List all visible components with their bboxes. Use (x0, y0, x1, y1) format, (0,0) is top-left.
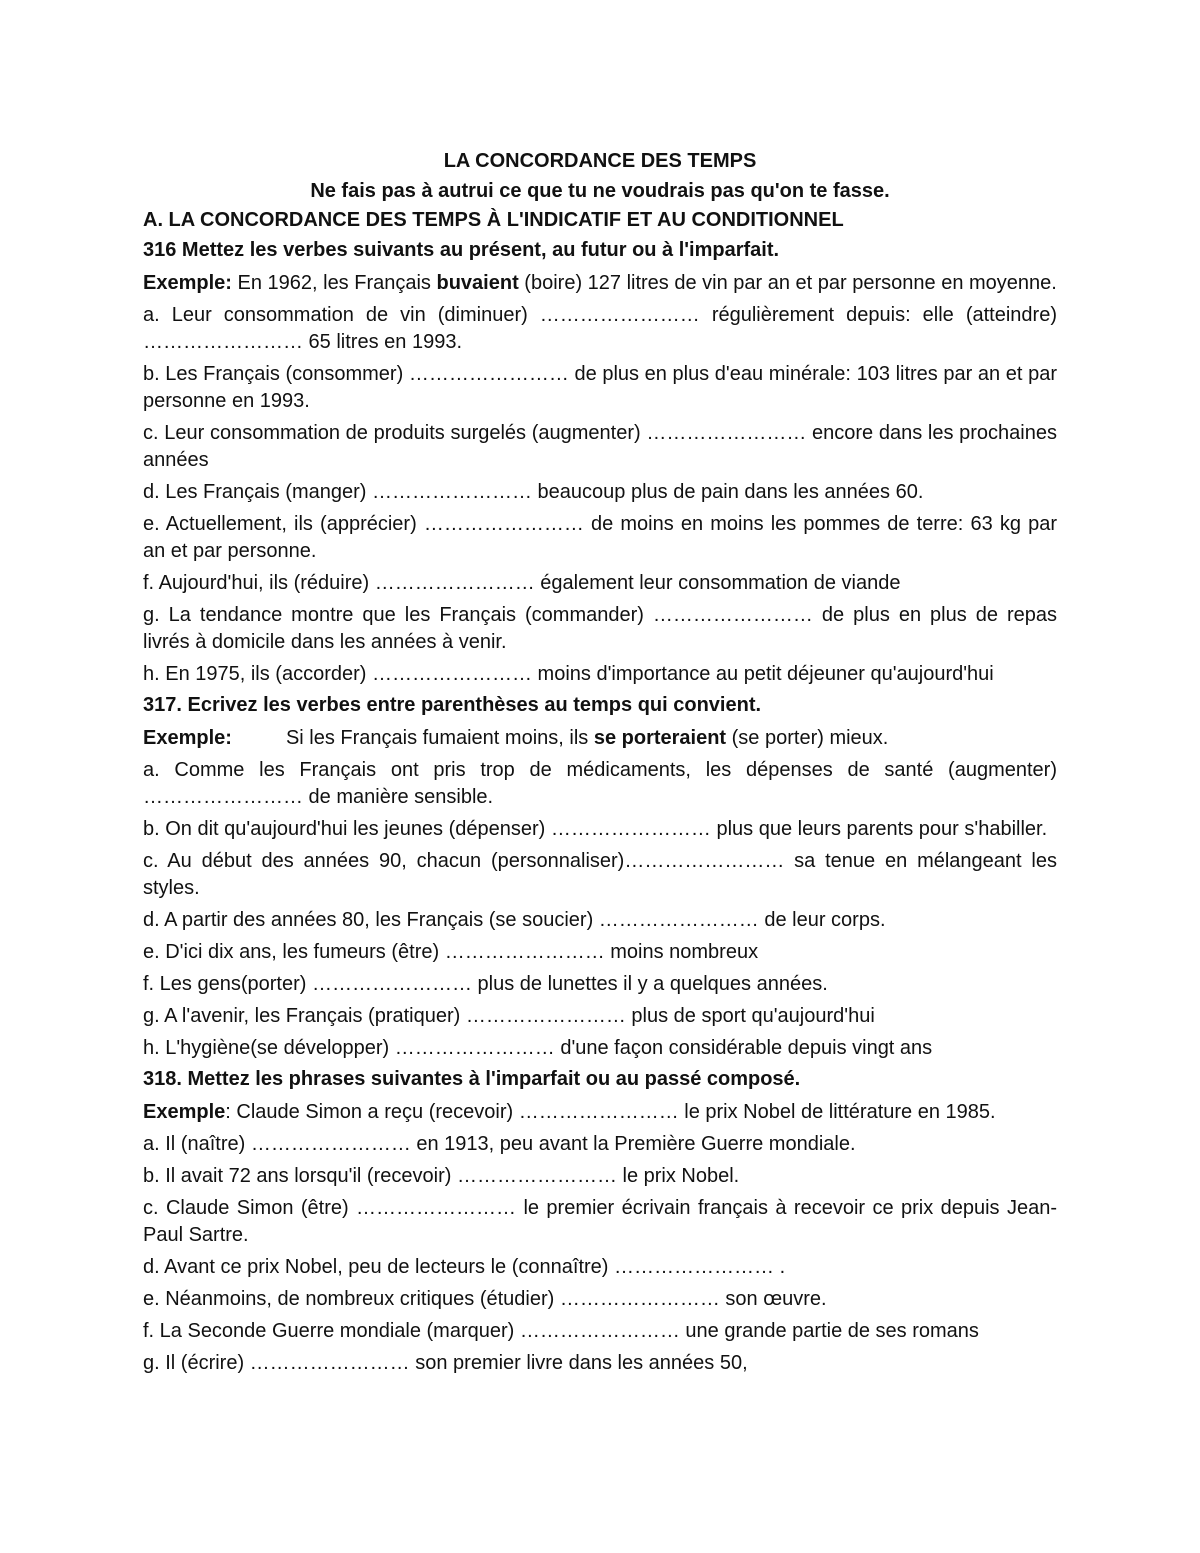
exercise-317-title: 317. Ecrivez les verbes entre parenthèses au temps qui convient. (143, 694, 762, 716)
exercise-316 (143, 238, 1057, 688)
exercise-318-item-b: b. Il avait 72 ans lorsqu'il (recevoir) …………………… le prix Nobel. (143, 1165, 740, 1187)
exercise-318-item-d: d. Avant ce prix Nobel, peu de lecteurs le (connaître) …………………… . (143, 1256, 786, 1278)
exercise-317-item-h: h. L'hygiène(se développer) …………………… d'une façon considérable depuis vingt ans (143, 1037, 933, 1059)
example-text-post: (boire) 127 litres de vin par an et par personne en moyenne. (518, 272, 1057, 294)
exercise-318-item-c: c. Claude Simon (être) …………………… le premier écrivain français à recevoir ce prix depuis Jean-Paul Sartre. (143, 1197, 1057, 1246)
exercise-317-item-a: a. Comme les Français ont pris trop de médicaments, les dépenses de santé (augmenter) …………………… de manière sensible. (143, 759, 1057, 808)
example-text-pre: Si les Français fumaient moins, ils (285, 727, 594, 749)
exercise-317-item-e: e. D'ici dix ans, les fumeurs (être) …………………… moins nombreux (143, 941, 759, 963)
page-title: LA CONCORDANCE DES TEMPS (443, 150, 757, 172)
exercise-316-item-c: c. Leur consommation de produits surgelés (augmenter) …………………… encore dans les prochaines années (143, 422, 1057, 471)
example-label: Exemple (143, 1101, 226, 1123)
exercise-318 (143, 1067, 1057, 1377)
exercise-316-item-d: d. Les Français (manger) …………………… beaucoup plus de pain dans les années 60. (143, 481, 924, 503)
exercise-317-example (143, 725, 1057, 752)
document-content (143, 149, 1057, 1382)
exercise-317-item-d: d. A partir des années 80, les Français (se soucier) …………………… de leur corps. (143, 909, 886, 931)
exercise-318-item-a: a. Il (naître) …………………… en 1913, peu avant la Première Guerre mondiale. (143, 1133, 856, 1155)
exercise-318-example (143, 1099, 1057, 1126)
exercise-316-item-f: f. Aujourd'hui, ils (réduire) …………………… également leur consommation de viande (143, 572, 901, 594)
exercise-317 (143, 693, 1057, 1062)
exercise-316-item-a: a. Leur consommation de vin (diminuer) …………………… régulièrement depuis: elle (atteindre) …………………… 65 litres en 1993. (143, 304, 1057, 353)
exercise-316-example (143, 270, 1057, 297)
exercise-318-item-g: g. Il (écrire) …………………… son premier livre dans les années 50, (143, 1352, 748, 1374)
exercise-317-item-b: b. On dit qu'aujourd'hui les jeunes (dépenser) …………………… plus que leurs parents pour s'habiller. (143, 818, 1048, 840)
exercise-317-item-f: f. Les gens(porter) …………………… plus de lunettes il y a quelques années. (143, 973, 828, 995)
exercise-318-title: 318. Mettez les phrases suivantes à l'imparfait ou au passé composé. (143, 1068, 801, 1090)
example-label: Exemple: (143, 272, 232, 294)
exercise-316-title: 316 Mettez les verbes suivants au présent, au futur ou à l'imparfait. (143, 239, 780, 261)
section-a-heading: A. LA CONCORDANCE DES TEMPS À L'INDICATIF ET AU CONDITIONNEL (143, 209, 844, 231)
example-label: Exemple: (143, 727, 232, 749)
exercise-316-item-g: g. La tendance montre que les Français (commander) …………………… de plus en plus de repas livrés à domicile dans les années à venir. (143, 604, 1057, 653)
example-answer: buvaient (436, 272, 519, 294)
exercise-316-item-h: h. En 1975, ils (accorder) …………………… moins d'importance au petit déjeuner qu'aujourd'hui (143, 663, 994, 685)
example-text: : Claude Simon a reçu (recevoir) …………………… le prix Nobel de littérature en 1985. (225, 1101, 996, 1123)
exercise-318-item-e: e. Néanmoins, de nombreux critiques (étudier) …………………… son œuvre. (143, 1288, 827, 1310)
exercise-317-item-g: g. A l'avenir, les Français (pratiquer) …………………… plus de sport qu'aujourd'hui (143, 1005, 875, 1027)
example-text-post: (se porter) mieux. (726, 727, 889, 749)
exercise-316-item-b: b. Les Français (consommer) …………………… de plus en plus d'eau minérale: 103 litres par an et par personne en 1993. (143, 363, 1057, 412)
exercise-317-item-c: c. Au début des années 90, chacun (personnaliser)…………………… sa tenue en mélangeant les styles. (143, 850, 1057, 899)
example-answer: se porteraient (593, 727, 727, 749)
exercise-318-item-f: f. La Seconde Guerre mondiale (marquer) …………………… une grande partie de ses romans (143, 1320, 979, 1342)
example-text-pre: En 1962, les Français (231, 272, 437, 294)
page-subtitle: Ne fais pas à autrui ce que tu ne voudrais pas qu'on te fasse. (310, 180, 890, 202)
exercise-316-item-e: e. Actuellement, ils (apprécier) …………………… de moins en moins les pommes de terre: 63 kg par an et par personne. (143, 513, 1057, 562)
